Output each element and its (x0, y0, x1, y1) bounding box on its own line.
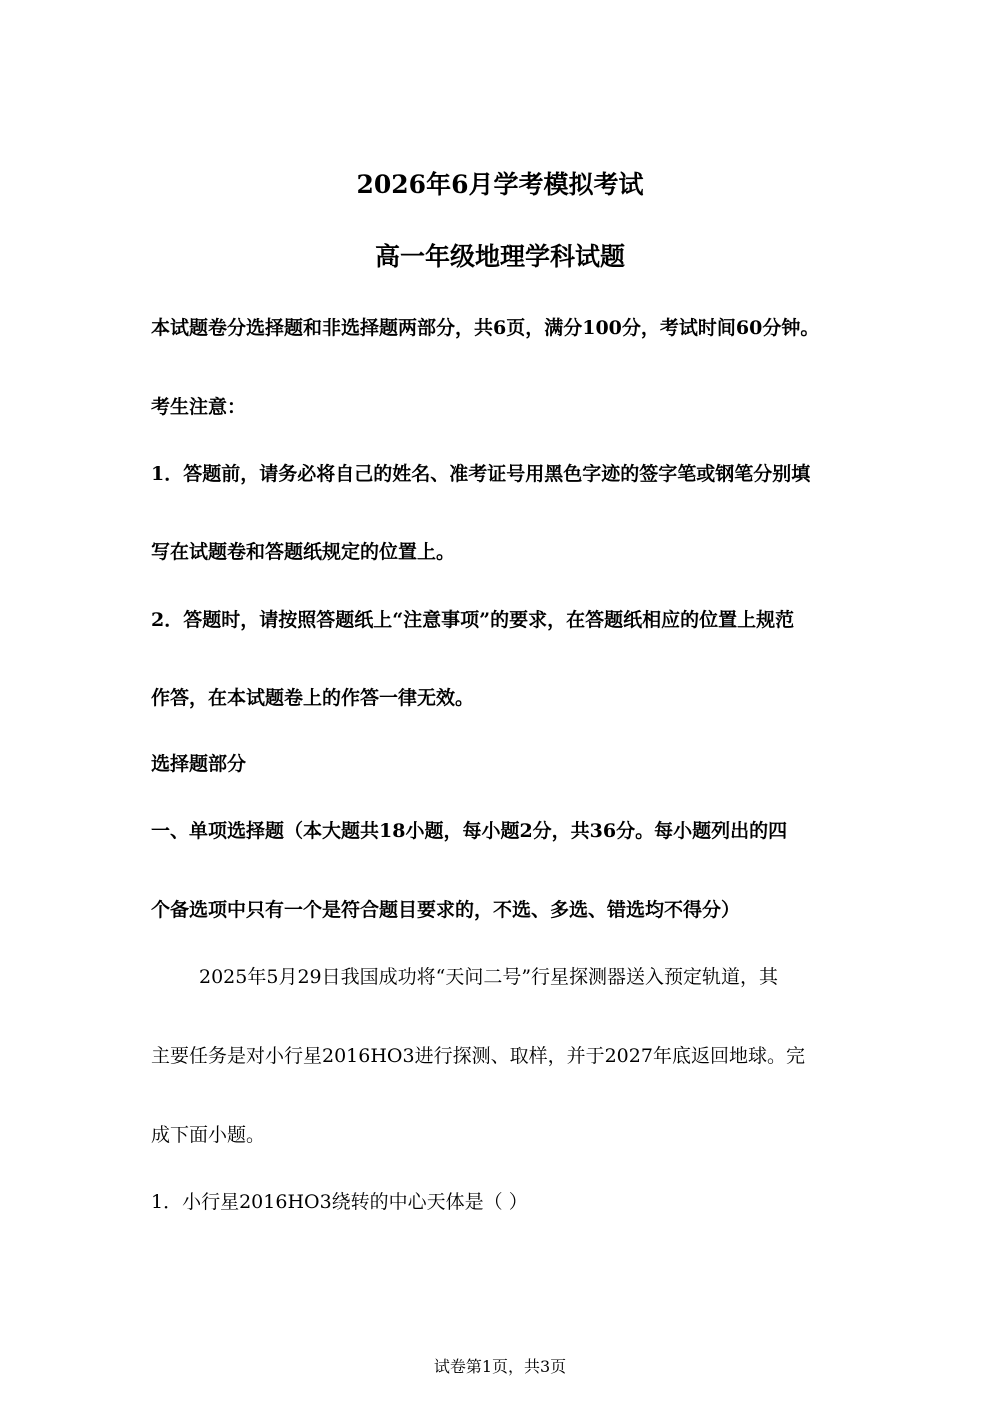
notice-item-2-line-2: 作答，在本试题卷上的作答一律无效。 (151, 687, 475, 709)
exam-intro: 本试题卷分选择题和非选择题两部分，共6页，满分100分，考试时间60分钟。 (151, 317, 820, 339)
question-1: 1．小行星2016HO3绕转的中心天体是（ ） (151, 1191, 528, 1213)
passage-line-2: 主要任务是对小行星2016HO3进行探测、取样，并于2027年底返回地球。完 (151, 1045, 805, 1067)
notice-item-2-line-1: 2．答题时，请按照答题纸上“注意事项”的要求，在答题纸相应的位置上规范 (151, 609, 795, 631)
notice-item-1-line-1: 1．答题前，请务必将自己的姓名、准考证号用黑色字迹的签字笔或钢笔分别填 (151, 463, 811, 485)
passage-line-3: 成下面小题。 (151, 1124, 266, 1146)
notice-heading: 考生注意： (151, 396, 247, 418)
notice-item-1-line-2: 写在试题卷和答题纸规定的位置上。 (151, 541, 456, 563)
section-heading: 选择题部分 (151, 753, 247, 775)
page-footer: 试卷第1页，共3页 (433, 1357, 567, 1376)
exam-subtitle: 高一年级地理学科试题 (374, 242, 625, 271)
exam-title: 2026年6月学考模拟考试 (356, 170, 644, 199)
part-one-instructions-line-1: 一、单项选择题（本大题共18小题，每小题2分，共36分。每小题列出的四 (151, 820, 788, 842)
passage-line-1: 2025年5月29日我国成功将“天问二号”行星探测器送入预定轨道，其 (199, 966, 779, 988)
part-one-instructions-line-2: 个备选项中只有一个是符合题目要求的，不选、多选、错选均不得分） (151, 899, 741, 921)
